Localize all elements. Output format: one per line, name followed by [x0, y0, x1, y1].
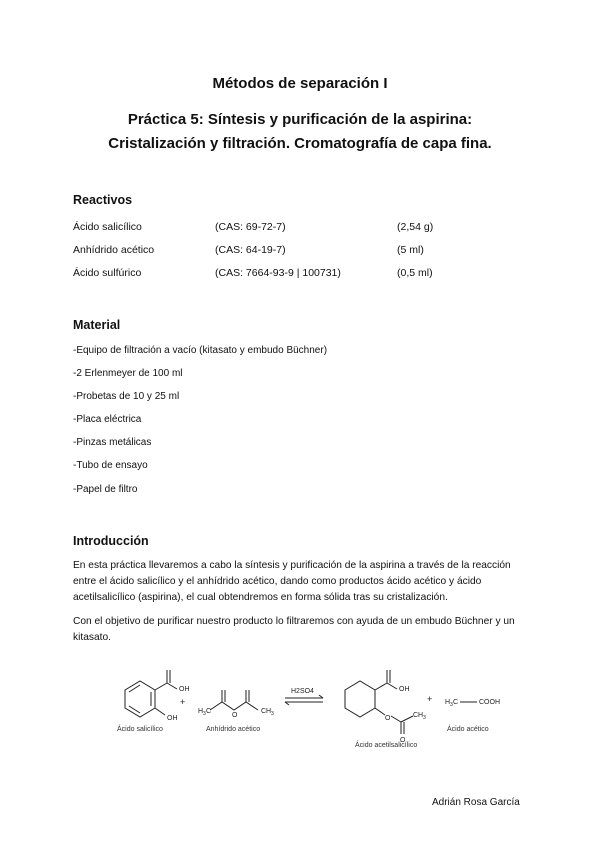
page-title: Métodos de separación I — [212, 75, 388, 92]
reagent-row — [73, 267, 433, 279]
material-item: -Papel de filtro — [73, 484, 138, 495]
plus-sign: + — [180, 697, 186, 707]
salicylic-acid-label: Ácido salicílico — [117, 726, 163, 733]
reagent-amount: (0,5 ml) — [397, 267, 433, 279]
reagent-name: Anhídrido acético — [73, 244, 155, 256]
svg-text:3: 3 — [450, 702, 453, 708]
svg-text:O: O — [385, 715, 391, 722]
reagent-row — [73, 244, 424, 256]
catalyst-label: H2SO4 — [291, 688, 314, 695]
svg-text:OH: OH — [167, 715, 178, 722]
svg-text:C: C — [206, 708, 212, 715]
practice-title — [0, 108, 600, 156]
reagent-name: Ácido sulfúrico — [73, 267, 142, 279]
svg-text:O: O — [400, 737, 406, 744]
svg-text:O: O — [232, 712, 238, 719]
ring — [345, 681, 375, 717]
intro-paragraph-1: En esta práctica llevaremos a cabo la síntesis y purificación de la aspirina a través de la reacción entre el ácido salicílico y el anhídrido acético, dando como productos ácido acético y ácido acetilsalicílico (aspirina), el cual obtendremos en forma sólida tras su cristalización. — [73, 560, 511, 603]
svg-text:3: 3 — [271, 711, 274, 717]
reagent-cas: (CAS: 69-72-7) — [215, 221, 286, 233]
material-item: -Probetas de 10 y 25 ml — [73, 391, 180, 402]
svg-text:OH: OH — [179, 686, 190, 693]
reagent-cas: (CAS: 7664-93-9 | 100731) — [215, 267, 341, 279]
material-heading: Material — [73, 318, 121, 332]
reaction-scheme — [95, 660, 515, 760]
svg-text:3: 3 — [423, 715, 426, 721]
practice-title-line2: Cristalización y filtración. Cromatografía de capa fina. — [108, 135, 492, 152]
acetic-anhydride-label: Anhídrido acético — [206, 726, 261, 733]
svg-text:H: H — [198, 708, 204, 715]
svg-text:C: C — [453, 699, 459, 706]
intro-heading: Introducción — [73, 534, 149, 548]
material-item: -2 Erlenmeyer de 100 ml — [73, 368, 183, 379]
reagent-cas: (CAS: 64-19-7) — [215, 244, 286, 256]
acetylsalicylic-acid-label: Ácido acetilsalicílico — [355, 742, 418, 749]
practice-title-line1: Práctica 5: Síntesis y purificación de la aspirina: — [127, 111, 473, 128]
reagents-heading: Reactivos — [73, 193, 133, 207]
svg-text:COOH: COOH — [479, 699, 500, 706]
svg-text:H: H — [445, 699, 451, 706]
svg-text:CH: CH — [261, 708, 272, 715]
reagent-row — [73, 221, 434, 233]
plus-sign: + — [427, 694, 433, 704]
reagent-amount: (2,54 g) — [397, 221, 434, 233]
material-item: -Tubo de ensayo — [73, 460, 148, 471]
material-item: -Equipo de filtración a vacío (kitasato y embudo Büchner) — [73, 345, 328, 356]
material-item: -Pinzas metálicas — [73, 437, 152, 448]
reagent-name: Ácido salicílico — [73, 221, 142, 233]
svg-text:3: 3 — [203, 711, 206, 717]
acetic-acid-label: Ácido acético — [447, 726, 489, 733]
author: Adrián Rosa García — [432, 797, 520, 808]
intro-paragraph-2: Con el objetivo de purificar nuestro producto lo filtraremos con ayuda de un embudo Büchner y un kitasato. — [73, 616, 515, 643]
reagent-amount: (5 ml) — [397, 244, 424, 256]
material-item: -Placa eléctrica — [73, 414, 142, 425]
svg-text:CH: CH — [413, 712, 424, 719]
svg-text:OH: OH — [399, 686, 410, 693]
